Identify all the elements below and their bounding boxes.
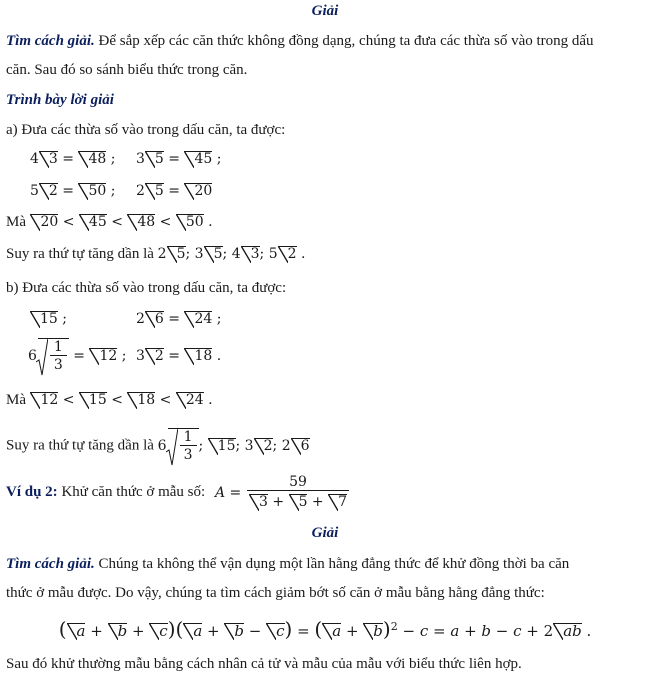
identity-equation: ( a + b + c)( a + b − c) = ( a + b)$^2$ − c = a + b − c + 2 ab . <box>58 617 592 641</box>
part-a-intro: a) Đưa các thừa số vào trong dấu căn, ta được: <box>6 122 286 138</box>
text-tim-cach-giai: Để sắp xếp các căn thức không đồng dạng, chúng ta đưa các thừa số vào trong dấu <box>94 33 594 49</box>
eq-b-r2c1: 6 $\frac{1}{3}$ = 12 ; <box>28 339 127 373</box>
label-tim-cach-giai: Tìm cách giải. <box>6 33 95 49</box>
eq-b-r1c1: 15 ; <box>30 311 67 327</box>
part-b-intro: b) Đưa các thừa số vào trong dấu căn, ta được: <box>6 280 287 296</box>
paragraph-tim-cach-giai-2-cont: thức ở mẫu được. Do vậy, chúng ta tìm cách giảm bớt số căn ở mẫu bằng hằng đẳng thức: <box>6 585 545 601</box>
eq-a-r2c2: 2 5 = 20 <box>136 183 213 199</box>
eq-a-r1c2: 3 5 = 45 ; <box>136 151 222 167</box>
inequality-a: Mà 20 < 45 < 48 < 50 . <box>6 214 213 230</box>
conclusion-a: Suy ra thứ tự tăng dần là 2 5; 3 5; 4 3; 5 2 . <box>6 246 306 262</box>
eq-b-r1c2: 2 6 = 24 ; <box>136 311 222 327</box>
eq-b-r2c2: 3 2 = 18 . <box>136 348 222 364</box>
eq-a-r2c1: 5 2 = 50 ; <box>30 183 116 199</box>
conclusion-b: Suy ra thứ tự tăng dần là 6 $\frac{1}{3}$ ; 15; 3 2; 2 6 <box>6 429 310 463</box>
paragraph-tim-cach-giai-1-cont: căn. Sau đó so sánh biểu thức trong căn. <box>6 62 248 78</box>
paragraph-tim-cach-giai-2: Tìm cách giải. Chúng ta không thể vận dụng một lần hằng đẳng thức để khử đồng thời ba căn <box>6 556 570 572</box>
paragraph-final: Sau đó khử thường mẫu bằng cách nhân cả tử và mẫu của mẫu với biểu thức liên hợp. <box>6 656 522 672</box>
eq-a-r1c1: 4 3 = 48 ; <box>30 151 116 167</box>
heading-giai-1: Giải <box>311 3 339 19</box>
paragraph-tim-cach-giai-1 <box>6 33 594 50</box>
example-2: Ví dụ 2: Khử căn thức ở mẫu số: A = $\frac{59}{3 + 5 + 7}$ <box>6 474 348 510</box>
heading-trinh-bay: Trình bày lời giải <box>6 92 114 108</box>
heading-giai-2: Giải <box>311 525 339 541</box>
inequality-b: Mà 12 < 15 < 18 < 24 . <box>6 392 213 408</box>
